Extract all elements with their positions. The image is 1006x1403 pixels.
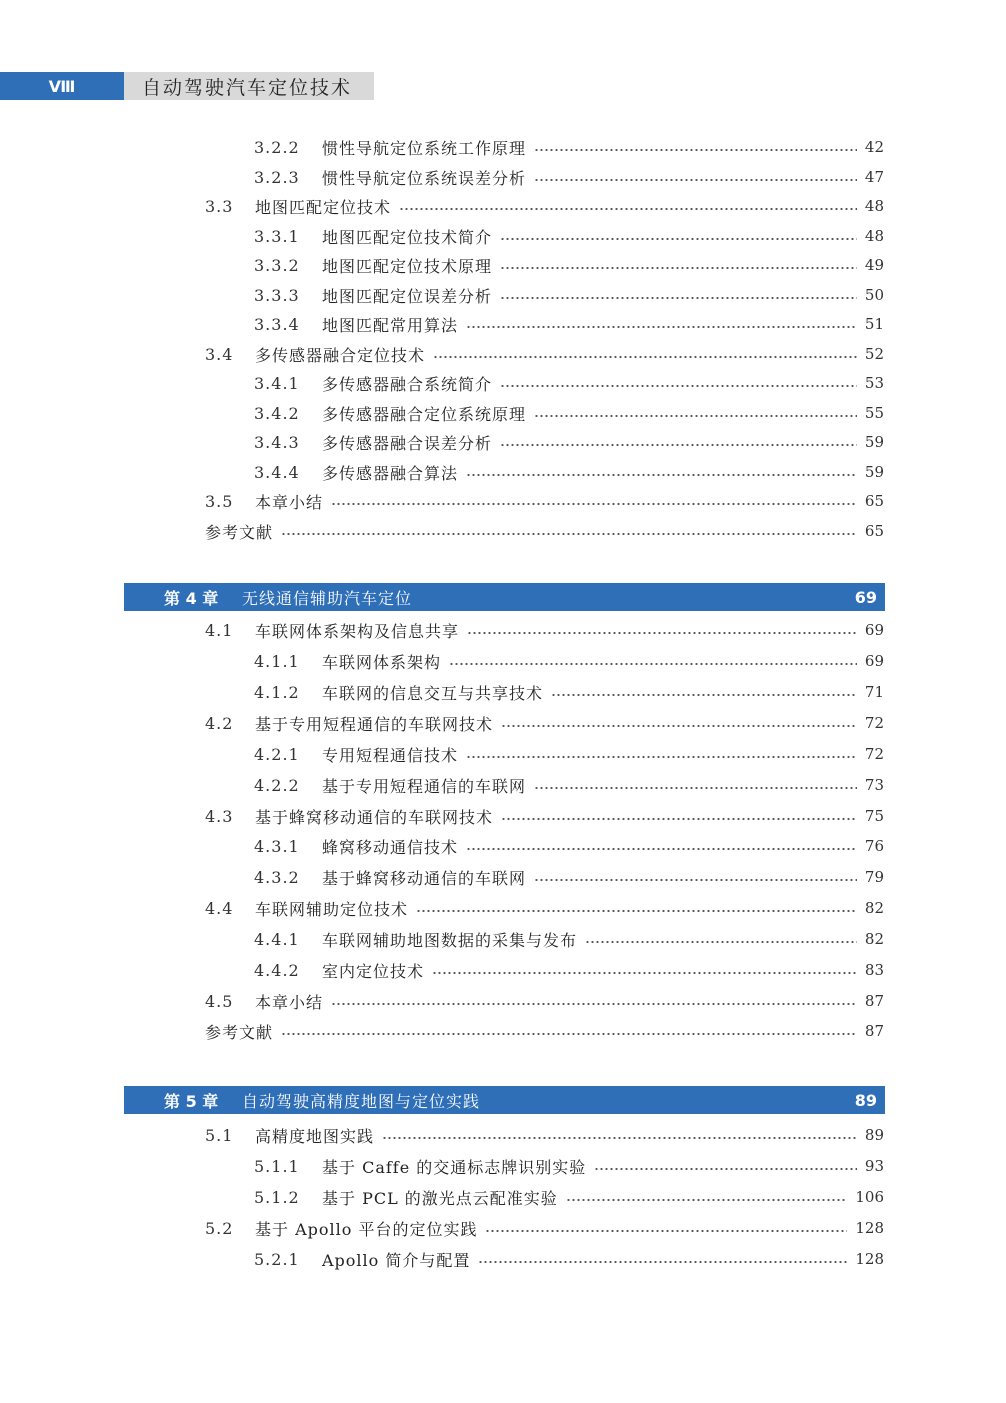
toc-subsection-entry[interactable]	[254, 401, 884, 425]
leader-dots	[466, 473, 857, 477]
toc-subsection-entry[interactable]	[254, 1247, 884, 1271]
section-page: 59	[864, 463, 884, 481]
section-title: 基于专用短程通信的车联网	[322, 776, 527, 796]
section-page: 55	[864, 404, 884, 422]
section-title: 本章小结	[255, 992, 324, 1012]
toc-section-entry[interactable]	[205, 1216, 884, 1240]
section-number: 3.3	[205, 196, 234, 216]
section-page: 82	[864, 930, 884, 948]
leader-dots	[331, 1002, 857, 1006]
section-page: 106	[855, 1188, 884, 1206]
section-number: 3.5	[205, 491, 234, 511]
section-title: 专用短程通信技术	[322, 745, 459, 765]
section-title: 地图匹配定位误差分析	[322, 286, 493, 306]
leader-dots	[500, 296, 857, 300]
section-number: 3.3.4	[254, 314, 300, 334]
section-number: 4.2	[205, 713, 234, 733]
toc-subsection-entry[interactable]	[254, 1185, 884, 1209]
leader-dots	[466, 325, 857, 329]
page-number-badge: Ⅷ	[0, 72, 124, 100]
section-title: 多传感器融合定位系统原理	[322, 404, 527, 424]
section-page: 71	[864, 683, 884, 701]
toc-section-entry[interactable]	[205, 896, 884, 920]
section-title: 惯性导航定位系统工作原理	[322, 138, 527, 158]
section-title: 地图匹配定位技术	[255, 197, 392, 217]
section-number: 4.4.1	[254, 929, 300, 949]
section-number: 4.4.2	[254, 960, 300, 980]
section-title: 本章小结	[255, 492, 324, 512]
chapter-heading[interactable]	[124, 1086, 885, 1114]
toc-subsection-entry[interactable]	[254, 1154, 884, 1178]
leader-dots	[433, 355, 857, 359]
leader-dots	[500, 443, 857, 447]
section-number: 5.2.1	[254, 1249, 300, 1269]
chapter-page: 89	[854, 1090, 877, 1110]
leader-dots	[485, 1229, 847, 1233]
section-page: 87	[864, 992, 884, 1010]
section-page: 128	[855, 1219, 884, 1237]
leader-dots	[432, 971, 857, 975]
leader-dots	[500, 266, 857, 270]
section-number: 3.3.1	[254, 226, 300, 246]
section-number: 3.4.2	[254, 403, 300, 423]
section-number: 4.1.1	[254, 651, 300, 671]
toc-section-entry[interactable]	[205, 1123, 884, 1147]
toc-subsection-entry[interactable]	[254, 649, 884, 673]
section-page: 75	[864, 807, 884, 825]
chapter-title: 无线通信辅助汽车定位	[242, 588, 413, 608]
toc-section-entry[interactable]	[205, 194, 884, 218]
section-number: 4.3	[205, 806, 234, 826]
section-title: 蜂窝移动通信技术	[322, 837, 459, 857]
section-title: 基于蜂窝移动通信的车联网技术	[255, 807, 494, 827]
leader-dots	[449, 662, 857, 666]
section-number: 3.3.2	[254, 255, 300, 275]
section-page: 89	[864, 1126, 884, 1144]
section-title: 车联网辅助地图数据的采集与发布	[322, 930, 578, 950]
section-number: 4.2.2	[254, 775, 300, 795]
toc-subsection-entry[interactable]	[254, 283, 884, 307]
section-title: 车联网的信息交互与共享技术	[322, 683, 544, 703]
section-page: 65	[864, 522, 884, 540]
leader-dots	[382, 1136, 857, 1140]
section-number: 5.1.2	[254, 1187, 300, 1207]
section-page: 48	[864, 197, 884, 215]
section-page: 87	[864, 1022, 884, 1040]
section-number: 4.4	[205, 898, 234, 918]
toc-subsection-entry[interactable]	[254, 680, 884, 704]
toc-subsection-entry[interactable]	[254, 773, 884, 797]
toc-subsection-entry[interactable]	[254, 460, 884, 484]
toc-section-entry[interactable]	[205, 489, 884, 513]
leader-dots	[534, 178, 857, 182]
section-page: 72	[864, 745, 884, 763]
section-number: 4.1.2	[254, 682, 300, 702]
toc-subsection-entry[interactable]	[254, 958, 884, 982]
toc-subsection-entry[interactable]	[254, 253, 884, 277]
section-page: 93	[864, 1157, 884, 1175]
leader-dots	[566, 1198, 848, 1202]
chapter-number: 第 4 章	[164, 588, 219, 608]
chapter-title: 自动驾驶高精度地图与定位实践	[242, 1091, 481, 1111]
toc-section-entry[interactable]	[205, 618, 884, 642]
section-page: 69	[864, 621, 884, 639]
section-title: 车联网体系架构	[322, 652, 442, 672]
toc-references-entry[interactable]	[205, 519, 884, 543]
section-title: 多传感器融合定位技术	[255, 345, 426, 365]
toc-subsection-entry[interactable]	[254, 312, 884, 336]
section-page: 83	[864, 961, 884, 979]
section-page: 48	[864, 227, 884, 245]
section-number: 3.4.1	[254, 373, 300, 393]
section-title: Apollo 简介与配置	[322, 1250, 471, 1270]
section-page: 128	[855, 1250, 884, 1268]
chapter-heading[interactable]	[124, 583, 885, 611]
section-title: 惯性导航定位系统误差分析	[322, 168, 527, 188]
leader-dots	[534, 878, 857, 882]
section-number: 3.4.4	[254, 462, 300, 482]
toc-subsection-entry[interactable]	[254, 165, 884, 189]
toc-section-entry[interactable]	[205, 711, 884, 735]
section-number: 4.1	[205, 620, 234, 640]
chapter-number: 第 5 章	[164, 1091, 219, 1111]
toc-section-entry[interactable]	[205, 804, 884, 828]
section-number: 4.5	[205, 991, 234, 1011]
section-number: 5.1.1	[254, 1156, 300, 1176]
section-title: 参考文献	[205, 522, 274, 542]
leader-dots	[594, 1167, 857, 1171]
toc-subsection-entry[interactable]	[254, 927, 884, 951]
section-number: 3.2.3	[254, 167, 300, 187]
section-page: 73	[864, 776, 884, 794]
section-number: 5.1	[205, 1125, 234, 1145]
section-page: 51	[864, 315, 884, 333]
leader-dots	[551, 693, 857, 697]
section-title: 参考文献	[205, 1022, 274, 1042]
toc-section-entry[interactable]	[205, 342, 884, 366]
section-number: 3.3.3	[254, 285, 300, 305]
leader-dots	[467, 631, 857, 635]
section-page: 42	[864, 138, 884, 156]
section-title: 地图匹配定位技术简介	[322, 227, 493, 247]
section-page: 65	[864, 492, 884, 510]
leader-dots	[534, 414, 857, 418]
section-title: 车联网体系架构及信息共享	[255, 621, 460, 641]
section-title: 地图匹配常用算法	[322, 315, 459, 335]
section-title: 地图匹配定位技术原理	[322, 256, 493, 276]
section-number: 4.2.1	[254, 744, 300, 764]
section-number: 3.2.2	[254, 137, 300, 157]
section-page: 52	[864, 345, 884, 363]
chapter-page: 69	[854, 587, 877, 607]
section-page: 49	[864, 256, 884, 274]
leader-dots	[466, 755, 857, 759]
toc-subsection-entry[interactable]	[254, 135, 884, 159]
section-page: 72	[864, 714, 884, 732]
leader-dots	[281, 532, 857, 536]
section-title: 基于 Caffe 的交通标志牌识别实验	[322, 1157, 587, 1177]
section-number: 5.2	[205, 1218, 234, 1238]
section-title: 多传感器融合系统简介	[322, 374, 493, 394]
leader-dots	[281, 1032, 857, 1036]
leader-dots	[500, 237, 857, 241]
section-page: 79	[864, 868, 884, 886]
section-title: 基于 PCL 的激光点云配准实验	[322, 1188, 558, 1208]
section-page: 53	[864, 374, 884, 392]
section-page: 69	[864, 652, 884, 670]
section-number: 4.3.2	[254, 867, 300, 887]
section-title: 高精度地图实践	[255, 1126, 375, 1146]
section-number: 4.3.1	[254, 836, 300, 856]
running-header-title: 自动驾驶汽车定位技术	[124, 72, 374, 100]
toc-references-entry[interactable]	[205, 1019, 884, 1043]
section-title: 基于 Apollo 平台的定位实践	[255, 1219, 478, 1239]
section-number: 3.4	[205, 344, 234, 364]
section-title: 车联网辅助定位技术	[255, 899, 409, 919]
toc-subsection-entry[interactable]	[254, 430, 884, 454]
toc-subsection-entry[interactable]	[254, 224, 884, 248]
toc-subsection-entry[interactable]	[254, 865, 884, 889]
section-title: 多传感器融合算法	[322, 463, 459, 483]
leader-dots	[416, 909, 857, 913]
leader-dots	[500, 384, 857, 388]
toc-subsection-entry[interactable]	[254, 834, 884, 858]
toc-section-entry[interactable]	[205, 989, 884, 1013]
leader-dots	[534, 148, 857, 152]
section-page: 82	[864, 899, 884, 917]
section-number: 3.4.3	[254, 432, 300, 452]
leader-dots	[466, 847, 857, 851]
section-title: 室内定位技术	[322, 961, 425, 981]
leader-dots	[478, 1260, 847, 1264]
section-page: 59	[864, 433, 884, 451]
section-page: 50	[864, 286, 884, 304]
leader-dots	[399, 207, 857, 211]
section-page: 76	[864, 837, 884, 855]
section-title: 多传感器融合误差分析	[322, 433, 493, 453]
leader-dots	[501, 817, 857, 821]
section-title: 基于蜂窝移动通信的车联网	[322, 868, 527, 888]
toc-subsection-entry[interactable]	[254, 371, 884, 395]
leader-dots	[331, 502, 857, 506]
toc-subsection-entry[interactable]	[254, 742, 884, 766]
leader-dots	[501, 724, 857, 728]
section-title: 基于专用短程通信的车联网技术	[255, 714, 494, 734]
section-page: 47	[864, 168, 884, 186]
leader-dots	[534, 786, 857, 790]
leader-dots	[585, 940, 857, 944]
